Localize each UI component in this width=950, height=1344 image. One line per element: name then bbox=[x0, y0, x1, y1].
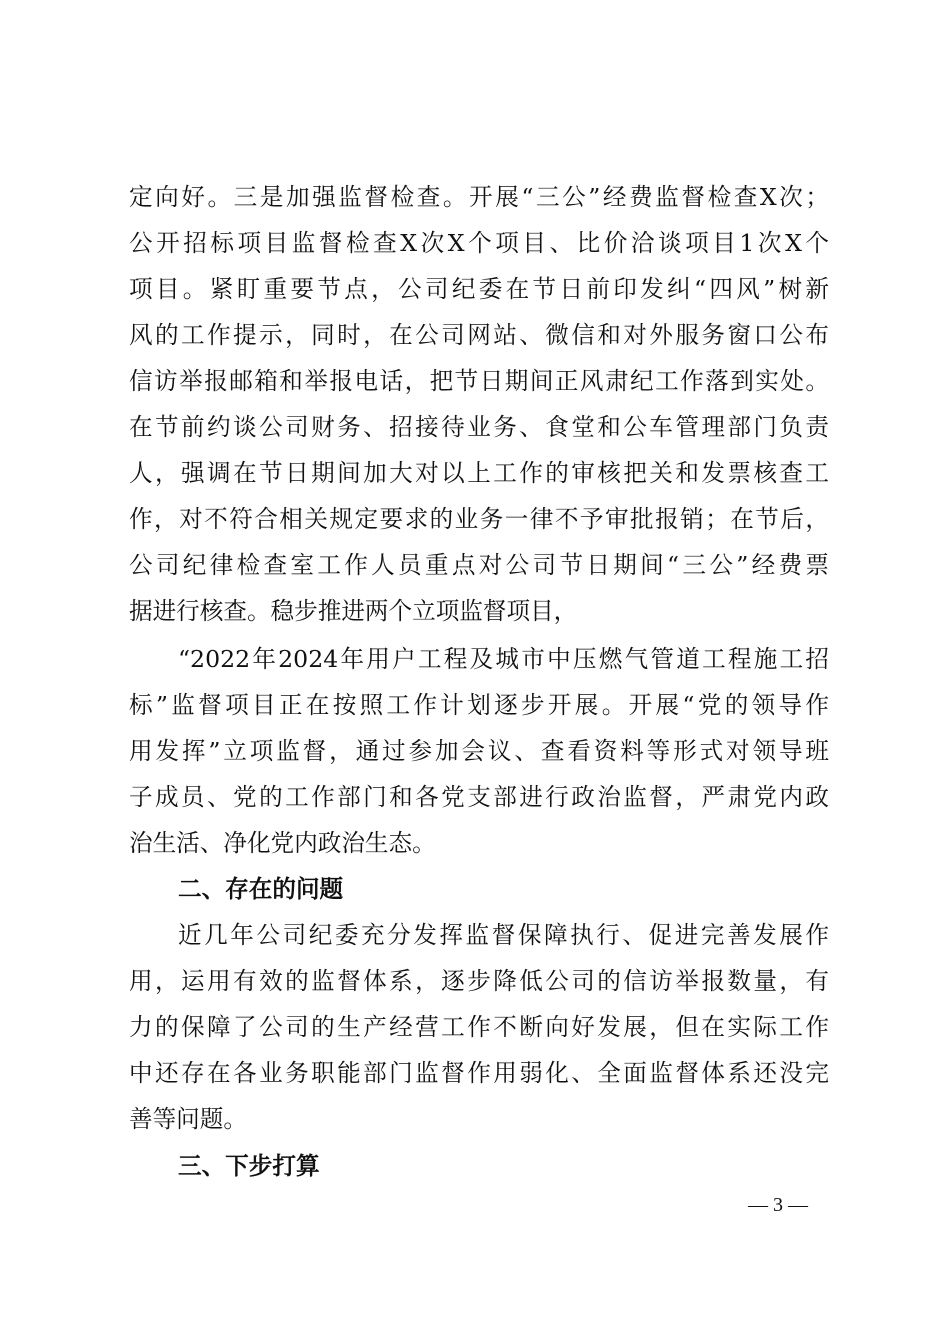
paragraph-1-line-4: 风的工作提示，同时，在公司网站、微信和对外服务窗口公布 bbox=[129, 321, 829, 349]
paragraph-1-line-5: 信访举报邮箱和举报电话，把节日期间正风肃纪工作落到实处。 bbox=[129, 367, 829, 395]
paragraph-1-line-3: 项目。紧盯重要节点，公司纪委在节日前印发纠“四风”树新 bbox=[129, 275, 829, 303]
paragraph-1-line-1: 定向好。三是加强监督检查。开展“三公”经费监督检查X次； bbox=[129, 183, 829, 211]
paragraph-3-line-2: 用，运用有效的监督体系，逐步降低公司的信访举报数量，有 bbox=[129, 967, 829, 995]
paragraph-1-line-2: 公开招标项目监督检查X次X个项目、比价洽谈项目1次X个 bbox=[129, 229, 829, 257]
page-number: — 3 — bbox=[748, 1194, 808, 1216]
section-heading-next-steps: 三、下步打算 bbox=[178, 1152, 320, 1180]
paragraph-1-line-10: 据进行核查。稳步推进两个立项监督项目， bbox=[129, 597, 578, 625]
paragraph-1-line-6: 在节前约谈公司财务、招接待业务、食堂和公车管理部门负责 bbox=[129, 413, 829, 441]
paragraph-2-line-4: 子成员、党的工作部门和各党支部进行政治监督，严肃党内政 bbox=[129, 783, 829, 811]
paragraph-2-line-2: 标”监督项目正在按照工作计划逐步开展。开展“党的领导作 bbox=[129, 691, 829, 719]
paragraph-2-line-3: 用发挥”立项监督，通过参加会议、查看资料等形式对领导班 bbox=[129, 737, 829, 765]
paragraph-1-line-9: 公司纪律检查室工作人员重点对公司节日期间“三公”经费票 bbox=[129, 551, 829, 579]
paragraph-2-line-5: 治生活、净化党内政治生态。 bbox=[129, 829, 436, 857]
paragraph-3-line-5: 善等问题。 bbox=[129, 1105, 247, 1133]
paragraph-3-line-3: 力的保障了公司的生产经营工作不断向好发展，但在实际工作 bbox=[129, 1013, 829, 1041]
paragraph-3-line-1: 近几年公司纪委充分发挥监督保障执行、促进完善发展作 bbox=[178, 921, 829, 949]
paragraph-1-line-8: 作，对不符合相关规定要求的业务一律不予审批报销；在节后， bbox=[129, 505, 829, 533]
paragraph-2-line-1: “2022年2024年用户工程及城市中压燃气管道工程施工招 bbox=[178, 645, 829, 673]
paragraph-3-line-4: 中还存在各业务职能部门监督作用弱化、全面监督体系还没完 bbox=[129, 1059, 829, 1087]
section-heading-problems: 二、存在的问题 bbox=[178, 875, 344, 903]
paragraph-1-line-7: 人，强调在节日期间加大对以上工作的审核把关和发票核查工 bbox=[129, 459, 829, 487]
